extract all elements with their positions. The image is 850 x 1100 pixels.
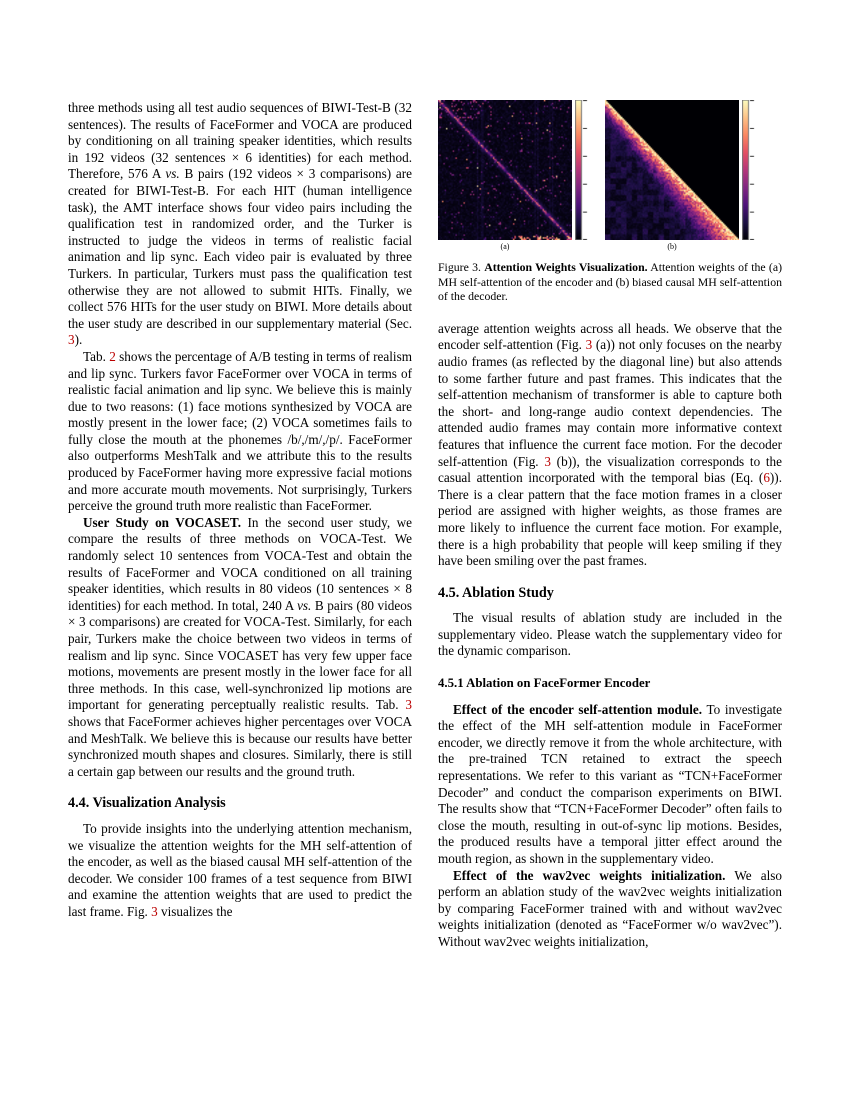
text-segment: Tab. xyxy=(83,348,110,364)
text-segment: B pairs (80 videos × 3 comparisons) are created for VOCA-Test. Similarly, for each pair, Turkers make the choice between two videos in terms of realism and lip sync. Since VOCASET has very few upper face motions, movements are present mostly in the lower face for all three methods. In this case, well-synchronized lip motions are important for generating perceptually realistic results. Tab. xyxy=(68,597,412,713)
panel-a-row xyxy=(438,100,591,240)
panel-a-encoder-attention xyxy=(438,100,591,252)
heading-4-5-ablation-study xyxy=(438,585,782,602)
figure-3 xyxy=(438,100,782,304)
paragraph-encoder-self-attention-ablation xyxy=(438,702,782,868)
right-column-text xyxy=(438,321,782,951)
paragraph-wav2vec-ablation xyxy=(438,868,782,951)
text-segment: Attention Weights Visualization. xyxy=(484,260,648,274)
text-segment: The visual results of ablation study are included in the supplementary video. Please watch the supplementary video for the dynamic comparison. xyxy=(438,610,782,659)
text-segment: shows that FaceFormer achieves higher percentages over VOCA and MeshTalk. We believe this is because our results have better synchronized mouth shapes and closures. Similarly, there is still a certain gap between our results and the ground truth. xyxy=(68,713,412,779)
text-segment: To investigate the effect of the MH self-attention module in FaceFormer encoder, we directly remove it from the whole architecture, with the pre-trained TCN retained to extract the speech representations. We refer to this variant as “TCN+FaceFormer Decoder” and conduct the comparison experiments on BIWI. The results show that “TCN+FaceFormer Decoder” often fails to close the mouth, resulting in out-of-sync lip motions. Besides, the produced results have a temporal jitter effect around the mouth region, as shown in the supplementary video. xyxy=(438,701,782,866)
panel-a-label: (a) xyxy=(500,242,510,251)
text-segment: average attention weights across all heads. We observe that the encoder self-attention (Fig. xyxy=(438,320,782,353)
text-segment: B pairs (192 videos × 3 comparisons) are created for BIWI-Test-B. For each HIT (human intelligence task), the AMT interface shows four video pairs including the qualification test in randomized order, and the Turker is instructed to judge the videos in terms of realistic facial animation and lip sync. Each video pair is evaluated by three Turkers. In particular, Turkers must pass the qualification test otherwise they are not allowed to submit HITs. Finally, we collect 576 HITs for the user study on BIWI. More details about the user study are described in our supplementary material (Sec. xyxy=(68,166,412,331)
text-segment: ). xyxy=(74,332,83,348)
text-segment: shows the percentage of A/B testing in terms of realism and lip sync. Turkers favor FaceFormer over VOCA in terms of realistic facial animation and lip sync. We believe this is mainly due to two reasons: (1) face motions synthesized by VOCA are mostly present in the lower face; (2) VOCA sometimes fails to fully close the mouth at the phonemes /b/,/m/,/p/. FaceFormer also outperforms MeshTalk and we attribute this to the results produced by FaceFormer having more expressive facial motions and more accurate mouth movements. Not surprisingly, Turkers perceive the ground truth more realistic than FaceFormer. xyxy=(68,348,412,514)
text-segment: 4.5.1 Ablation on FaceFormer Encoder xyxy=(438,676,651,691)
heading-4-5-1-ablation-encoder xyxy=(438,675,782,692)
paragraph-user-study-vocaset xyxy=(68,515,412,781)
figure-panels xyxy=(438,100,782,252)
text-segment: vs. xyxy=(297,597,312,613)
text-segment: Effect of the wav2vec weights initialization. xyxy=(453,867,726,883)
text-segment: Figure 3. xyxy=(438,260,485,274)
text-segment: Effect of the encoder self-attention module. xyxy=(453,701,703,717)
text-segment: (b)), the visualization corresponds to the casual attention incorporated with the temporal bias (Eq. ( xyxy=(438,453,783,486)
panel-b-row xyxy=(605,100,758,240)
text-segment: 4.4. Visualization Analysis xyxy=(68,795,226,812)
encoder-attention-heatmap xyxy=(438,100,572,240)
text-segment: User Study on VOCASET. xyxy=(83,514,242,530)
reference-link[interactable]: 3 xyxy=(405,697,412,713)
text-segment: )). There is a clear pattern that the face motion frames in a closer period are assigned with higher weights, as those frames are more likely to influence the current face motion. For example, there is a high probability that people will keep smiling if they have been smiling over the past frames. xyxy=(438,470,782,569)
figure-caption xyxy=(438,260,782,304)
text-segment: visualizes the xyxy=(157,903,233,919)
text-segment: Attention weights of the (a) MH self-attention of the encoder and (b) biased causal MH self-attention of the decoder. xyxy=(438,260,782,304)
reference-link[interactable]: 3 xyxy=(68,332,75,348)
text-segment: (a)) not only focuses on the nearby audio frames (as reflected by the diagonal line) but also attends to some farther future and past frames. This indicates that the self-attention mechanism of transformer is able to capture both the short- and long-range audio context dependencies. The attended audio frames may contain more informative context features that influence the current face motion. For the decoder self-attention (Fig. xyxy=(438,337,782,469)
heading-4-4-visualization-analysis xyxy=(68,795,412,812)
decoder-colorbar xyxy=(742,100,758,240)
paragraph-user-study-biwi xyxy=(68,100,412,349)
text-segment: To provide insights into the underlying attention mechanism, we visualize the attention weights for the MH self-attention of the encoder, as well as the biased causal MH self-attention of the decoder. We consider 100 frames of a test sequence from BIWI and examine the attention weights that are used to predict the last frame. Fig. xyxy=(68,820,412,919)
right-column xyxy=(438,100,782,951)
text-segment: 4.5. Ablation Study xyxy=(438,584,554,601)
reference-link[interactable]: 3 xyxy=(151,903,158,919)
decoder-attention-heatmap xyxy=(605,100,739,240)
paragraph-ablation-intro xyxy=(438,610,782,660)
text-segment: three methods using all test audio sequences of BIWI-Test-B (32 sentences). The results of FaceFormer and VOCA are produced by conditioning on all training speaker identities, which results in 192 videos (32 sentences × 6 identities) for each method. Therefore, 576 A xyxy=(68,100,412,182)
paragraph-attention-analysis xyxy=(438,321,782,570)
reference-link[interactable]: 3 xyxy=(585,337,593,353)
paragraph-ab-testing-results xyxy=(68,349,412,515)
reference-link[interactable]: 3 xyxy=(544,453,551,469)
panel-b-decoder-attention xyxy=(605,100,758,252)
text-segment: We also perform an ablation study of the wav2vec weights initialization by comparing FaceFormer trained with and without wav2vec weights initialization (denoted as “FaceFormer w/o wav2vec”). Without wav2vec weights initialization, xyxy=(438,867,782,949)
text-segment: vs. xyxy=(165,166,180,182)
text-segment: In the second user study, we compare the results of three methods on VOCA-Test. We randomly select 10 sentences from VOCA-Test and obtain the results of FaceFormer and VOCA conditioned on all training speaker identities, which results in 80 videos (10 sentences × 8 identities) for each method. In total, 240 A xyxy=(68,514,412,613)
reference-link[interactable]: 6 xyxy=(763,470,770,486)
left-column xyxy=(68,100,412,921)
panel-b-label: (b) xyxy=(667,242,677,251)
encoder-colorbar xyxy=(575,100,591,240)
reference-link[interactable]: 2 xyxy=(109,348,116,364)
paragraph-visualization-intro xyxy=(68,821,412,921)
